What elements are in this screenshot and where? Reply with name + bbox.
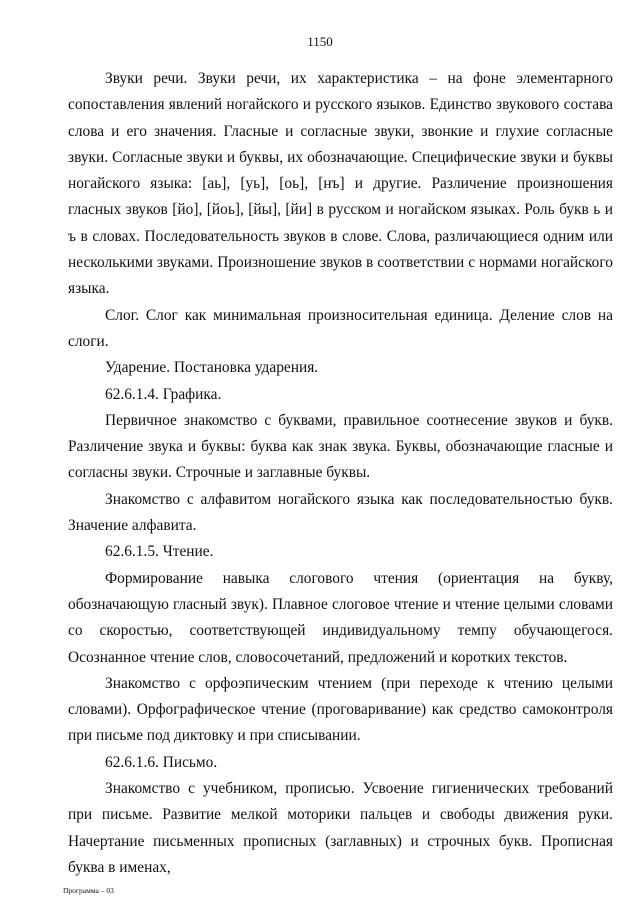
paragraph-letters-intro: Первичное знакомство с буквами, правильное соотнесение звуков и букв. Различение звука и буквы: буква как знак звука. Буквы, обозначающие гласные и согласны звуки. Строчные и заглавные буквы. <box>68 411 613 482</box>
paragraph-syllable: Слог. Слог как минимальная произносительная единица. Деление слов на слоги. <box>68 306 613 350</box>
section-heading-graphics: 62.6.1.4. Графика. <box>105 385 222 403</box>
paragraph-stress: Ударение. Постановка ударения. <box>105 359 319 377</box>
document-body <box>68 66 613 881</box>
paragraph-syllabic-reading: Формирование навыка слогового чтения (ориентация на букву, обозначающую гласный звук). Плавное слоговое чтение и чтение целыми словами со скоростью, соответствующей индивидуальному темпу обучающегося. Осознанное чтение слов, словосочетаний, предложений и коротких текстов. <box>68 569 613 666</box>
section-heading-writing: 62.6.1.6. Письмо. <box>105 753 218 771</box>
page-number: 1150 <box>307 34 333 49</box>
paragraph-alphabet: Знакомство с алфавитом ногайского языка как последовательностью букв. Значение алфавита. <box>68 490 613 535</box>
paragraph-orthoepic-reading: Знакомство с орфоэпическим чтением (при переходе к чтению целыми словами). Орфографическое чтение (проговаривание) как средство самоконтроля при письме под диктовку и при списывании. <box>68 674 613 745</box>
paragraph-sounds-of-speech: Звуки речи. Звуки речи, их характеристика – на фоне элементарного сопоставления явлений ногайского и русского языков. Единство звукового состава слова и его значения. Гласные и согласные звуки, звонкие и глухие согласные звуки. Согласные звуки и буквы, их обозначающие. Специфические звуки и буквы ногайского языка: [аь], [уь], [оь], [нъ] и другие. Различение произношения гласных звуков [йо], [йоь], [йы], [йи] в русском и ногайском языках. Роль букв ь и ъ в словах. Последовательность звуков в слове. Слова, различающиеся одним или несколькими звуками. Произношение звуков в соответствии с нормами ногайского языка. <box>68 70 613 298</box>
page-footer: Программа – 03 <box>63 886 114 895</box>
section-heading-reading: 62.6.1.5. Чтение. <box>105 543 214 561</box>
paragraph-writing-intro: Знакомство с учебником, прописью. Усвоение гигиенических требований при письме. Развитие мелкой моторики пальцев и свободы движения руки. Начертание письменных прописных (заглавных) и строчных букв. Прописная буква в именах, <box>68 780 613 876</box>
